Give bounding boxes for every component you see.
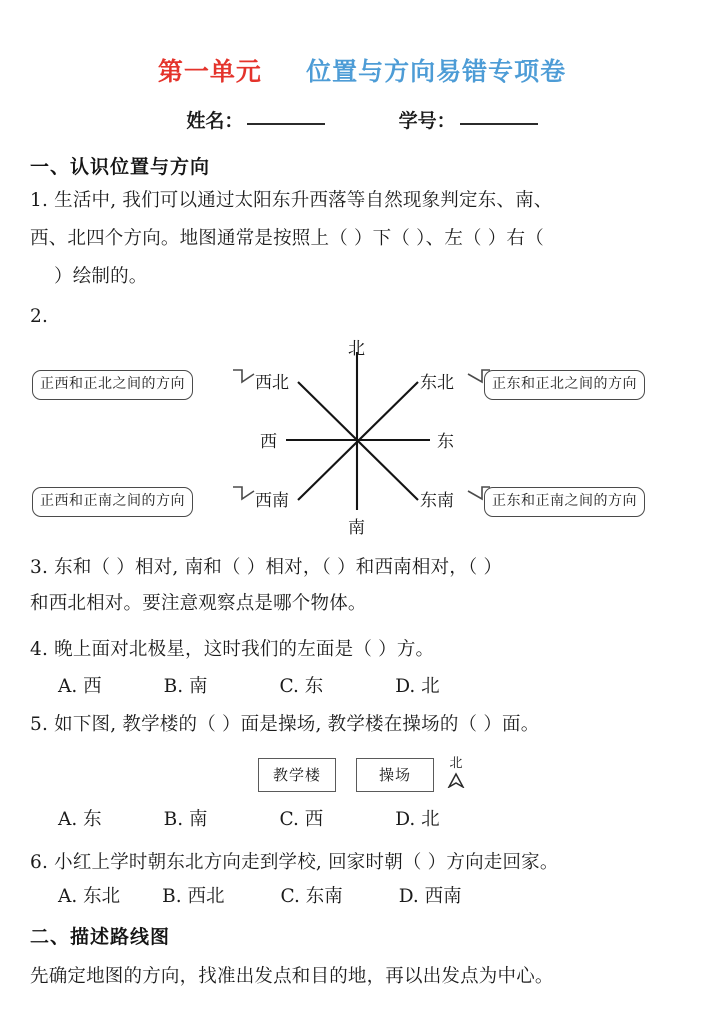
page-title [0,52,724,88]
compass-label-northeast: 东北 [420,373,454,393]
name-blank-field[interactable] [247,123,325,125]
question-6-option-a[interactable]: A. 东北 [58,886,121,907]
question-6-option-c[interactable]: C. 东南 [280,886,343,907]
section-1-heading: 一、认识位置与方向 [30,156,211,178]
compass-label-southeast: 东南 [420,491,454,511]
student-info-row [0,106,724,133]
question-5-diagram [0,755,724,803]
title-unit-label: 第一单元 [157,57,262,86]
callout-tail-west-north [232,364,262,390]
question-1-line-3: ）绘制的。 [54,266,148,287]
student-id-label: 学号： [398,110,456,132]
compass-label-east: 东 [437,432,454,452]
question-4-option-d[interactable]: D. 北 [395,676,440,697]
question-2-number: 2. [30,306,49,327]
question-5-option-b[interactable]: B. 南 [163,809,208,830]
question-4-options [58,672,440,698]
compass-label-west: 西 [260,432,277,452]
compass-diagram [0,330,724,545]
question-6-option-d[interactable]: D. 西南 [398,886,462,907]
callout-tail-east-south [462,481,492,507]
north-indicator [444,757,468,788]
section-2-text: 先确定地图的方向，找准出发点和目的地，再以出发点为中心。 [30,966,554,987]
north-indicator-label: 北 [449,756,463,771]
question-1-line-2: 西、北四个方向。地图通常是按照上（ ）下（ ）、左（ ）右（ [30,228,544,249]
question-6-stem: 6. 小红上学时朝东北方向走到学校, 回家时朝（ ）方向走回家。 [30,852,559,873]
section-2-heading: 二、描述路线图 [30,926,171,948]
question-3-line-1: 3. 东和（ ）相对, 南和（ ）相对，（ ）和西南相对，（ ） [30,557,503,578]
compass-label-south: 南 [348,518,365,538]
question-4-option-a[interactable]: A. 西 [58,676,102,697]
question-5-option-c[interactable]: C. 西 [279,809,324,830]
question-5-options [58,805,440,831]
callout-east-north: 正东和正北之间的方向 [484,370,645,400]
question-5-option-d[interactable]: D. 北 [395,809,440,830]
question-4-option-c[interactable]: C. 东 [279,676,324,697]
callout-west-north: 正西和正北之间的方向 [32,370,193,400]
question-3-line-2: 和西北相对。要注意观察点是哪个物体。 [30,593,367,614]
compass-label-north: 北 [348,339,365,359]
diagram-box-playground: 操场 [356,758,434,792]
diagram-box-teaching-building: 教学楼 [258,758,336,792]
compass-label-northwest: 西北 [255,373,289,393]
callout-tail-west-south [232,481,262,507]
question-5-option-a[interactable]: A. 东 [58,809,102,830]
question-6-option-b[interactable]: B. 西北 [162,886,225,907]
question-4-option-b[interactable]: B. 南 [163,676,208,697]
compass-label-southwest: 西南 [255,491,289,511]
callout-west-south: 正西和正南之间的方向 [32,487,193,517]
north-arrow-icon [446,772,466,788]
name-label: 姓名： [186,110,244,132]
callout-tail-east-north [462,364,492,390]
student-id-blank-field[interactable] [460,123,538,125]
callout-east-south: 正东和正南之间的方向 [484,487,645,517]
title-main-label: 位置与方向易错专项卷 [306,57,567,86]
question-5-stem: 5. 如下图, 教学楼的（ ）面是操场, 教学楼在操场的（ ）面。 [30,714,540,735]
question-1-line-1: 1. 生活中, 我们可以通过太阳东升西落等自然现象判定东、南、 [30,190,553,211]
question-4-stem: 4. 晚上面对北极星，这时我们的左面是（ ）方。 [30,639,435,660]
question-6-options [58,882,462,908]
